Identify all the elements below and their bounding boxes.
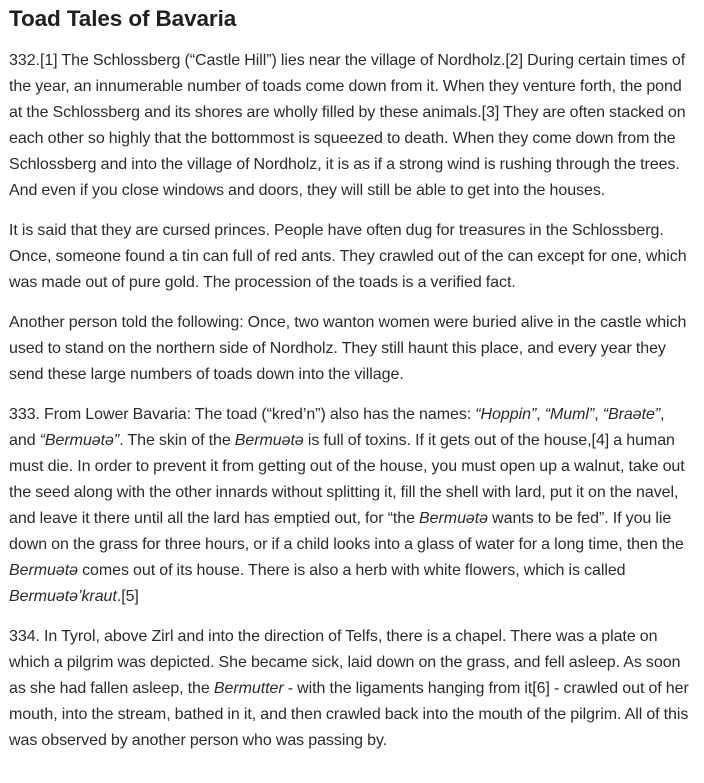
italic-term: Bermuətə [419,510,489,527]
text-run: .[5] [116,588,139,605]
text-run: . The skin of the [119,432,235,449]
page-title: Toad Tales of Bavaria [9,6,237,31]
text-run: wants to be fed”. If you lie down on the grass for three hours, or if a child looks into a glass of water for a long time, then the [9,510,684,553]
italic-term: Bermuətə [9,562,78,579]
text-run: , [594,406,603,423]
article-body [9,48,695,754]
paragraph-1 [9,48,695,204]
text-run: , and [9,406,665,449]
italic-term: “Hoppin” [475,406,537,423]
italic-term: Bermuətə [234,432,304,449]
paragraph-3 [9,310,695,388]
text-run: 334. In Tyrol, above Zirl and into the direction of Telfs, there is a chapel. There was a plate on which a pilgrim was depicted. She became sick, laid down on the grass, and fell asleep. As soon as she had fallen asleep, the [9,628,681,697]
text-run: 332.[1] The Schlossberg (“Castle Hill”) lies near the village of Nordholz.[2] During certain times of the year, an innumerable number of toads come down from it. When they venture forth, the pond at the Schlossberg and its shores are wholly filled by these animals.[3] They are often stacked on each other so highly that the bottommost is squeezed to death. When they come down from the Schlossberg and into the village of Nordholz, it is as if a strong wind is rushing through the trees. And even if you close windows and doors, they will still be able to get into the houses. [9,52,686,199]
italic-term: “Braəte” [602,406,661,423]
text-run: It is said that they are cursed princes. People have often dug for treasures in the Schlossberg. Once, someone found a tin can full of red ants. They crawled out of the can except for one, which was made out of pure gold. The procession of the toads is a verified fact. [9,222,687,291]
text-run: comes out of its house. There is also a herb with white flowers, which is called [77,562,626,579]
italic-term: “Bermuətə” [39,432,120,449]
text-run: is full of toxins. If it gets out of the house,[4] a human must die. In order to prevent it from getting out of the house, you must open up a walnut, take out the seed along with the other innards without splitting it, fill the shell with lard, put it on the navel, and leave it there until all the lard has emptied out, for “the [9,432,685,527]
paragraph-4 [9,402,695,610]
text-run: , [536,406,545,423]
text-run: Another person told the following: Once, two wanton women were buried alive in the castle which used to stand on the northern side of Nordholz. They still haunt this place, and every year they send these large numbers of toads down into the village. [9,314,687,383]
italic-term: Bermutter [213,680,284,697]
italic-term: Bermuətə’kraut [9,588,117,605]
paragraph-5 [9,624,695,754]
text-run: - with the ligaments hanging from it[6] - crawled out of her mouth, into the stream, bathed in it, and then crawled back into the mouth of the pilgrim. All of this was observed by another person who was passing by. [9,680,689,749]
text-run: 333. From Lower Bavaria: The toad (“kred’n”) also has the names: [9,406,476,423]
paragraph-2 [9,218,695,296]
italic-term: “Muml” [544,406,595,423]
